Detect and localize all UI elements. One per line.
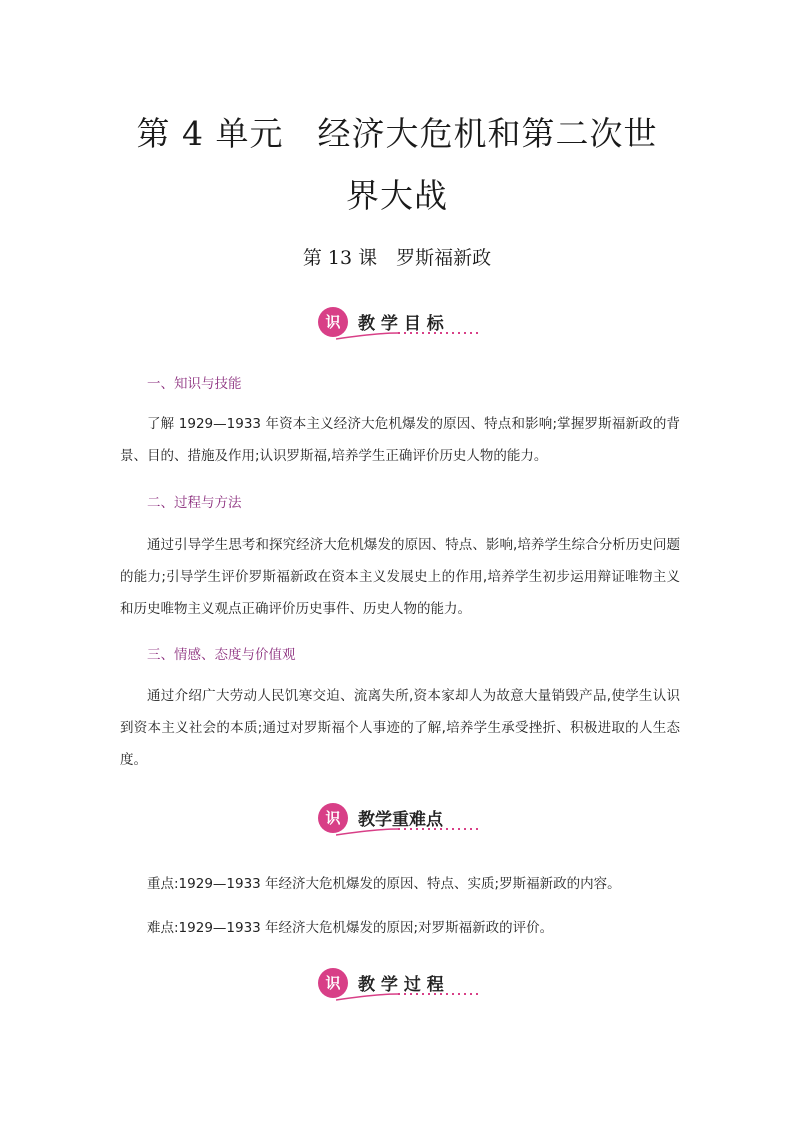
badge-glyph: 识 <box>325 974 341 992</box>
badge-glyph: 识 <box>325 809 341 827</box>
objectives-banner <box>318 305 488 349</box>
key-points-banner-label: 教学重难点 <box>358 810 443 830</box>
unit-title-line2: 界大战 <box>346 176 448 215</box>
process-banner <box>318 966 488 1010</box>
difficulty-line: 难点:1929—1933 年经济大危机爆发的原因;对罗斯福新政的评价。 <box>147 920 554 936</box>
emotion-heading: 三、情感、态度与价值观 <box>147 647 296 663</box>
process-banner-label: 教 学 过 程 <box>358 975 444 995</box>
banner-underline-icon <box>336 990 486 1004</box>
unit-title-line1: 第 4 单元 经济大危机和第二次世 <box>136 114 658 153</box>
key-points-banner <box>318 801 488 845</box>
process-heading: 二、过程与方法 <box>147 495 242 511</box>
focus-line: 重点:1929—1933 年经济大危机爆发的原因、特点、实质;罗斯福新政的内容。 <box>147 876 621 892</box>
banner-underline-icon <box>336 825 486 839</box>
knowledge-heading: 一、知识与技能 <box>147 376 242 392</box>
lesson-title: 第 13 课 罗斯福新政 <box>302 247 492 269</box>
emotion-paragraph: 通过介绍广大劳动人民饥寒交迫、流离失所,资本家却人为故意大量销毁产品,使学生认识到资本主义社会的本质;通过对罗斯福个人事迹的了解,培养学生承受挫折、积极进取的人生态度。 <box>120 688 680 768</box>
objectives-banner-label: 教 学 目 标 <box>358 314 444 334</box>
knowledge-paragraph: 了解 1929—1933 年资本主义经济大危机爆发的原因、特点和影响;掌握罗斯福新政的背景、目的、措施及作用;认识罗斯福,培养学生正确评价历史人物的能力。 <box>120 416 680 464</box>
process-paragraph: 通过引导学生思考和探究经济大危机爆发的原因、特点、影响,培养学生综合分析历史问题的能力;引导学生评价罗斯福新政在资本主义发展史上的作用,培养学生初步运用辩证唯物主义和历史唯物主义观点正确评价历史事件、历史人物的能力。 <box>120 537 680 617</box>
banner-underline-icon <box>336 329 486 343</box>
badge-glyph: 识 <box>325 313 341 331</box>
